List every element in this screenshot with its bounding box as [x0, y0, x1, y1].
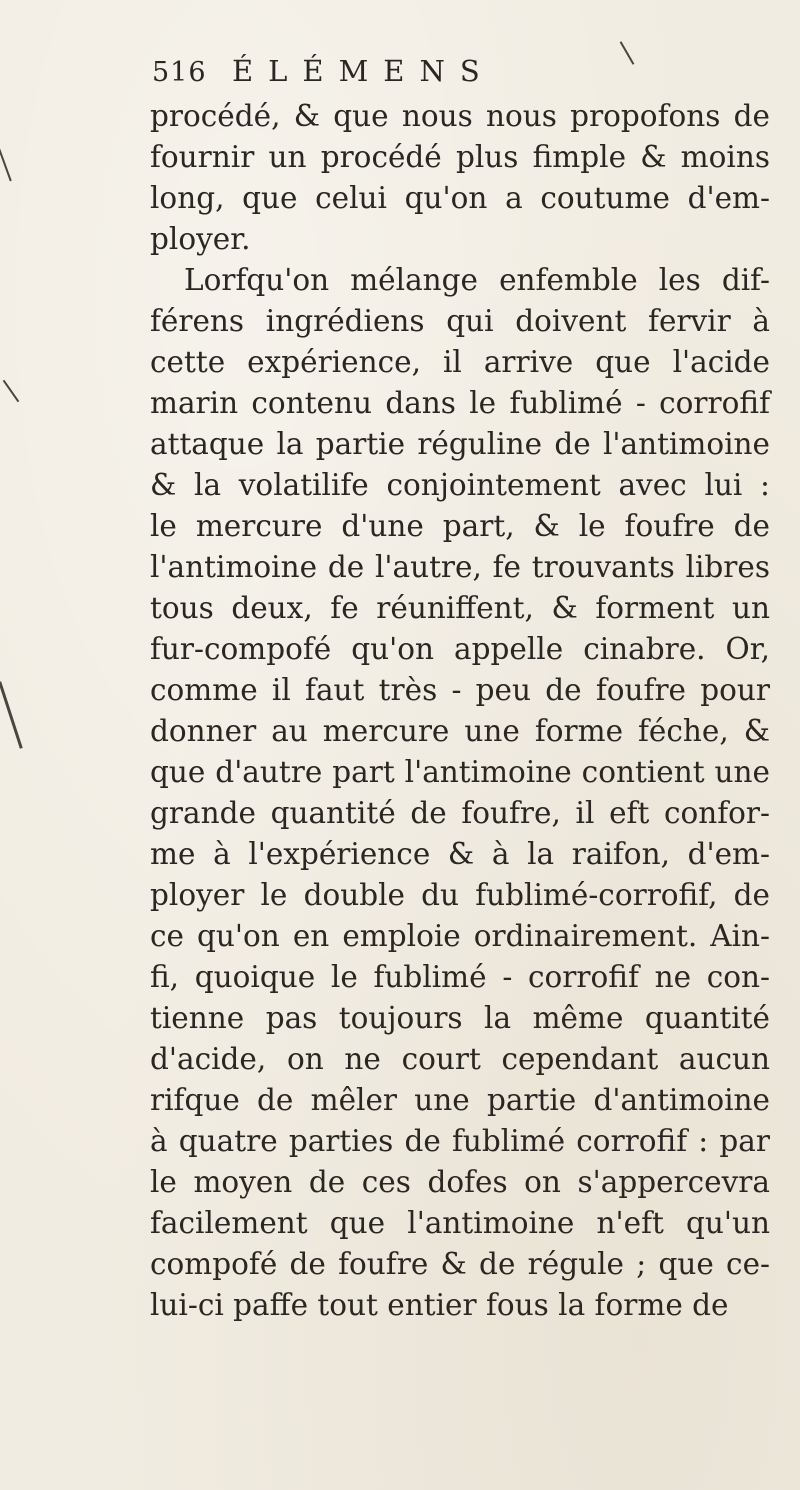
text-line: tienne pas toujours la même quantité: [150, 1001, 770, 1035]
text-line: attaque la partie réguline de l'antimoine: [150, 427, 770, 461]
text-line: le mercure d'une part, & le foufre de: [150, 509, 770, 543]
text-line: me à l'expérience & à la raifon, d'em-: [150, 837, 770, 871]
text-line: marin contenu dans le fublimé - corrofif: [150, 386, 770, 420]
text-line: donner au mercure une forme féche, &: [150, 714, 770, 748]
text-line: Lorfqu'on mélange enfemble les dif-: [184, 263, 770, 297]
body-text: [150, 96, 770, 1326]
text-line: cette expérience, il arrive que l'acide: [150, 345, 770, 379]
text-line: comme il faut très - peu de foufre pour: [150, 673, 770, 707]
text-line: l'antimoine de l'autre, fe trouvants libres: [150, 550, 770, 584]
text-line: tous deux, fe réuniffent, & forment un: [150, 591, 770, 625]
text-line: procédé, & que nous nous propofons de: [150, 99, 770, 133]
text-line: férens ingrédiens qui doivent fervir à: [150, 304, 770, 338]
page-number: 516: [152, 57, 207, 88]
text-line: fournir un procédé plus fimple & moins: [150, 140, 770, 174]
text-line: à quatre parties de fublimé corrofif : par: [150, 1124, 770, 1158]
text-line: fi, quoique le fublimé - corrofif ne con-: [150, 960, 770, 994]
text-line: rifque de mêler une partie d'antimoine: [150, 1083, 770, 1117]
text-line: lui-ci paffe tout entier fous la forme de: [150, 1288, 729, 1322]
running-title: ÉLÉMENS: [232, 54, 495, 88]
margin-stroke: [0, 681, 23, 749]
text-line: long, que celui qu'on a coutume d'em-: [150, 181, 770, 215]
text-line: & la volatilife conjointement avec lui :: [150, 468, 770, 502]
text-line: que d'autre part l'antimoine contient une: [150, 755, 770, 789]
text-line: le moyen de ces dofes on s'appercevra: [150, 1165, 770, 1199]
text-line: grande quantité de foufre, il eft confor-: [150, 796, 770, 830]
text-line: d'acide, on ne court cependant aucun: [150, 1042, 770, 1076]
text-line: facilement que l'antimoine n'eft qu'un: [150, 1206, 770, 1240]
margin-stroke: [0, 149, 12, 182]
running-header: [152, 42, 712, 88]
text-line: ce qu'on en emploie ordinairement. Ain-: [150, 919, 770, 953]
text-line: ployer.: [150, 222, 251, 256]
text-line: fur-compofé qu'on appelle cinabre. Or,: [150, 632, 770, 666]
margin-stroke: [3, 380, 20, 402]
text-line: compofé de foufre & de régule ; que ce-: [150, 1247, 770, 1281]
text-line: ployer le double du fublimé-corrofif, de: [150, 878, 770, 912]
